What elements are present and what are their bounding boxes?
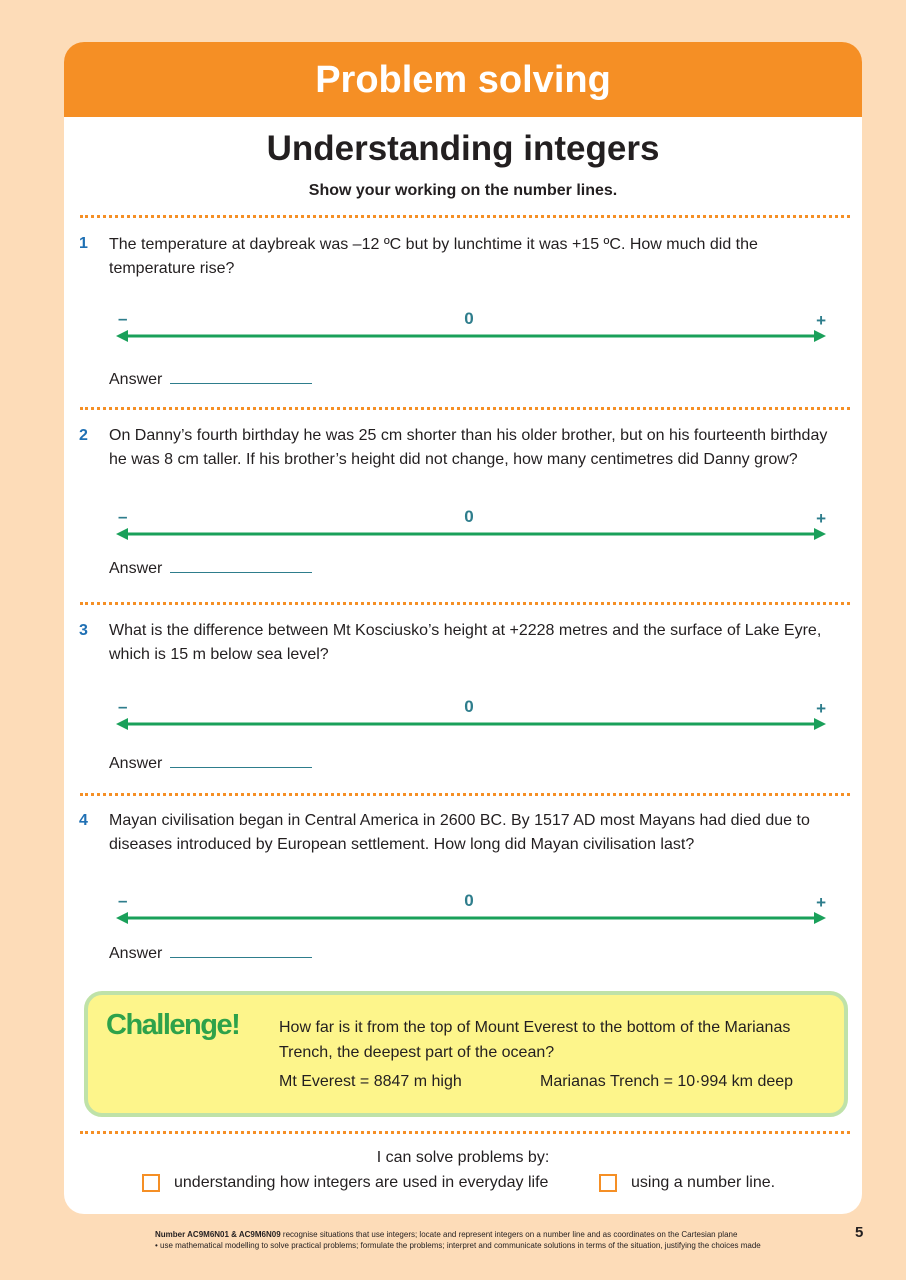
checklist-item[interactable] <box>599 1174 775 1192</box>
checkbox[interactable] <box>599 1174 617 1192</box>
answer-label: Answer <box>109 945 163 962</box>
number-line <box>116 507 826 547</box>
challenge-box <box>84 991 848 1117</box>
page-number: 5 <box>855 1224 864 1241</box>
minus-label: – <box>118 309 128 328</box>
divider <box>80 407 850 410</box>
double-arrow-icon <box>116 905 826 931</box>
challenge-title: Challenge! <box>106 1009 240 1041</box>
zero-label: 0 <box>464 697 474 716</box>
number-line <box>116 891 826 931</box>
answer-line[interactable] <box>170 753 312 768</box>
minus-label: – <box>118 697 128 716</box>
challenge-fact-everest: Mt Everest = 8847 m high <box>279 1073 462 1090</box>
curriculum-line2: • use mathematical modelling to solve practical problems; formulate the problems; interpret and communicate solutions in terms of the situation, justifying the choices made <box>155 1241 761 1250</box>
worksheet-card <box>64 42 862 1214</box>
divider <box>80 602 850 605</box>
curriculum-code: Number AC9M6N01 & AC9M6N09 <box>155 1230 281 1239</box>
plus-label: + <box>816 893 826 912</box>
plus-label: + <box>816 699 826 718</box>
number-line <box>116 697 826 737</box>
question-text: Mayan civilisation began in Central America in 2600 BC. By 1517 AD most Mayans had died due to diseases introduced by European settlement. How long did Mayan civilisation last? <box>109 812 810 853</box>
question-number: 3 <box>79 622 88 639</box>
plus-label: + <box>816 311 826 330</box>
question-text: What is the difference between Mt Kosciusko’s height at +2228 metres and the surface of Lake Eyre, which is 15 m below sea level? <box>109 622 822 663</box>
checklist-intro: I can solve problems by: <box>376 1149 550 1166</box>
question-number: 2 <box>79 427 88 444</box>
challenge-fact-trench: Marianas Trench = 10·994 km deep <box>540 1073 794 1090</box>
instructions: Show your working on the number lines. <box>308 182 618 199</box>
answer-line[interactable] <box>170 558 312 573</box>
question-number: 1 <box>79 235 88 252</box>
question-number: 4 <box>79 812 88 829</box>
answer-field[interactable] <box>109 943 312 963</box>
divider <box>80 1131 850 1134</box>
answer-field[interactable] <box>109 369 312 389</box>
answer-line[interactable] <box>170 943 312 958</box>
section-banner: Problem solving <box>64 42 862 117</box>
answer-label: Answer <box>109 371 163 388</box>
answer-label: Answer <box>109 755 163 772</box>
minus-label: – <box>118 507 128 526</box>
zero-label: 0 <box>464 507 474 526</box>
double-arrow-icon <box>116 323 826 349</box>
double-arrow-icon <box>116 521 826 547</box>
checklist-item-label: understanding how integers are used in everyday life <box>174 1174 549 1191</box>
page-title: Understanding integers <box>266 129 660 168</box>
double-arrow-icon <box>116 711 826 737</box>
challenge-text: How far is it from the top of Mount Everest to the bottom of the Marianas Trench, the deepest part of the ocean? <box>279 1019 791 1061</box>
answer-label: Answer <box>109 560 163 577</box>
checkbox[interactable] <box>142 1174 160 1192</box>
number-line <box>116 309 826 349</box>
curriculum-line1: recognise situations that use integers; locate and represent integers on a number line and as coordinates on the Cartesian plane <box>282 1230 738 1239</box>
question-text: On Danny’s fourth birthday he was 25 cm shorter than his older brother, but on his fourteenth birthday he was 8 cm taller. If his brother’s height did not change, how many centimetres did Danny grow? <box>109 427 828 468</box>
plus-label: + <box>816 509 826 528</box>
checklist-item[interactable] <box>142 1174 548 1192</box>
minus-label: – <box>118 891 128 910</box>
question-text: The temperature at daybreak was –12 ºC but by lunchtime it was +15 ºC. How much did the temperature rise? <box>109 236 758 277</box>
answer-line[interactable] <box>170 369 312 384</box>
divider <box>80 215 850 218</box>
zero-label: 0 <box>464 309 474 328</box>
curriculum-footer <box>155 1229 835 1251</box>
checklist-item-label: using a number line. <box>631 1174 776 1191</box>
answer-field[interactable] <box>109 753 312 773</box>
answer-field[interactable] <box>109 558 312 578</box>
zero-label: 0 <box>464 891 474 910</box>
divider <box>80 793 850 796</box>
